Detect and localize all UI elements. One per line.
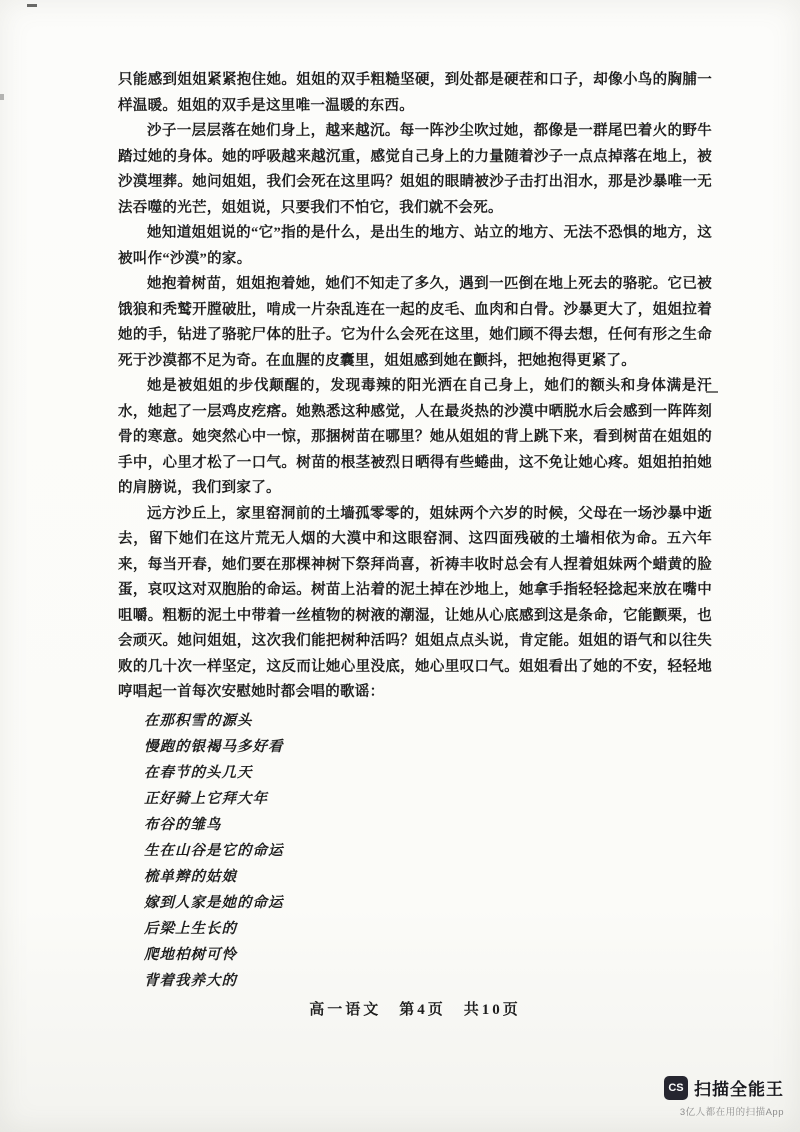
passage-paragraph: 她是被姐姐的步伐颠醒的，发现毒辣的阳光洒在自己身上，她们的额头和身体满是汗水，她起了一层鸡皮疙瘩。她熟悉这种感觉，人在最炎热的沙漠中晒脱水后会感到一阵阵刻骨的寒意。她突然心中一惊，那捆树苗在哪里？她从姐姐的背上跳下来，看到树苗在姐姐的手中，心里才松了一口气。树苗的根茎被烈日晒得有些蜷曲，这不免让她心疼。姐姐拍拍她的肩膀说，我们到家了。	[118, 378, 712, 496]
scan-artifact	[27, 4, 37, 7]
song-line: 爬地柏树可怜	[144, 946, 237, 963]
song-line: 嫁到人家是她的命运	[144, 894, 284, 911]
passage-body	[118, 68, 712, 994]
song-line: 梳单辫的姑娘	[144, 868, 237, 885]
scanner-app-name: 扫描全能王	[694, 1080, 784, 1099]
passage-paragraph: 远方沙丘上，家里窑洞前的土墙孤零零的，姐妹两个六岁的时候，父母在一场沙暴中逝去，留下她们在这片荒无人烟的大漠中和这眼窑洞、这四面残破的土墙相依为命。五六年来，每当开春，她们要在那棵神树下祭拜尚喜，祈祷丰收时总会有人捏着姐妹两个蜡黄的脸蛋，哀叹这对双胞胎的命运。树苗上沾着的泥土掉在沙地上，她拿手指轻轻捻起来放在嘴中咀嚼。粗粝的泥土中带着一丝植物的树液的潮湿，让她从心底感到这是条命，它能颤栗，也会顽灭。她问姐姐，这次我们能把树种活吗？姐姐点点头说，肯定能。姐姐的语气和以往失败的几十次一样坚定，这反而让她心里没底，她心里叹口气。姐姐看出了她的不安，轻轻地哼唱起一首每次安慰她时都会唱的歌谣：	[118, 505, 712, 700]
camscanner-logo-icon: CS	[664, 1076, 688, 1100]
song-line: 在春节的头几天	[144, 764, 253, 781]
song-line: 布谷的雏鸟	[144, 816, 222, 833]
scanner-app-tagline: 3亿人都在用的扫描App	[679, 1107, 784, 1118]
song-line: 后梁上生长的	[144, 920, 237, 937]
scan-artifact	[0, 94, 4, 100]
passage-paragraph: 沙子一层层落在她们身上，越来越沉。每一阵沙尘吹过她，都像是一群尾巴着火的野牛踏过她的身体。她的呼吸越来越沉重，感觉自己身上的力量随着沙子一点点掉落在地上，被沙漠埋葬。她问姐姐，我们会死在这里吗？姐姐的眼睛被沙子击打出泪水，那是沙暴唯一无法吞噬的光芒，姐姐说，只要我们不怕它，我们就不会死。	[118, 123, 712, 216]
page-footer: 高一语文 第4页 共10页	[309, 1002, 521, 1018]
passage-paragraph: 她知道姐姐说的“它”指的是什么，是出生的地方、站立的地方、无法不恐惧的地方，这被叫作“沙漠”的家。	[118, 225, 712, 267]
song-line: 慢跑的银褐马多好看	[144, 738, 284, 755]
passage-paragraph: 只能感到姐姐紧紧抱住她。姐姐的双手粗糙坚硬，到处都是硬茬和口子，却像小鸟的胸脯一样温暖。姐姐的双手是这里唯一温暖的东西。	[118, 72, 712, 114]
scanner-watermark-row	[664, 1075, 784, 1100]
song-line: 在那积雪的源头	[144, 712, 253, 729]
scanner-watermark	[664, 1075, 784, 1118]
song-lyrics-block	[118, 708, 712, 994]
passage-paragraph: 她抱着树苗，姐姐抱着她，她们不知走了多久，遇到一匹倒在地上死去的骆驼。它已被饿狼和秃鹫开膛破肚，啃成一片杂乱连在一起的皮毛、血肉和白骨。沙暴更大了，姐姐拉着她的手，钻进了骆驼尸体的肚子。它为什么会死在这里，她们顾不得去想，任何有形之生命死于沙漠都不足为奇。在血腥的皮囊里，姐姐感到她在颤抖，把她抱得更紧了。	[118, 276, 712, 369]
song-line: 生在山谷是它的命运	[144, 842, 284, 859]
song-line: 背着我养大的	[144, 972, 237, 989]
song-line: 正好骑上它拜大年	[144, 790, 268, 807]
